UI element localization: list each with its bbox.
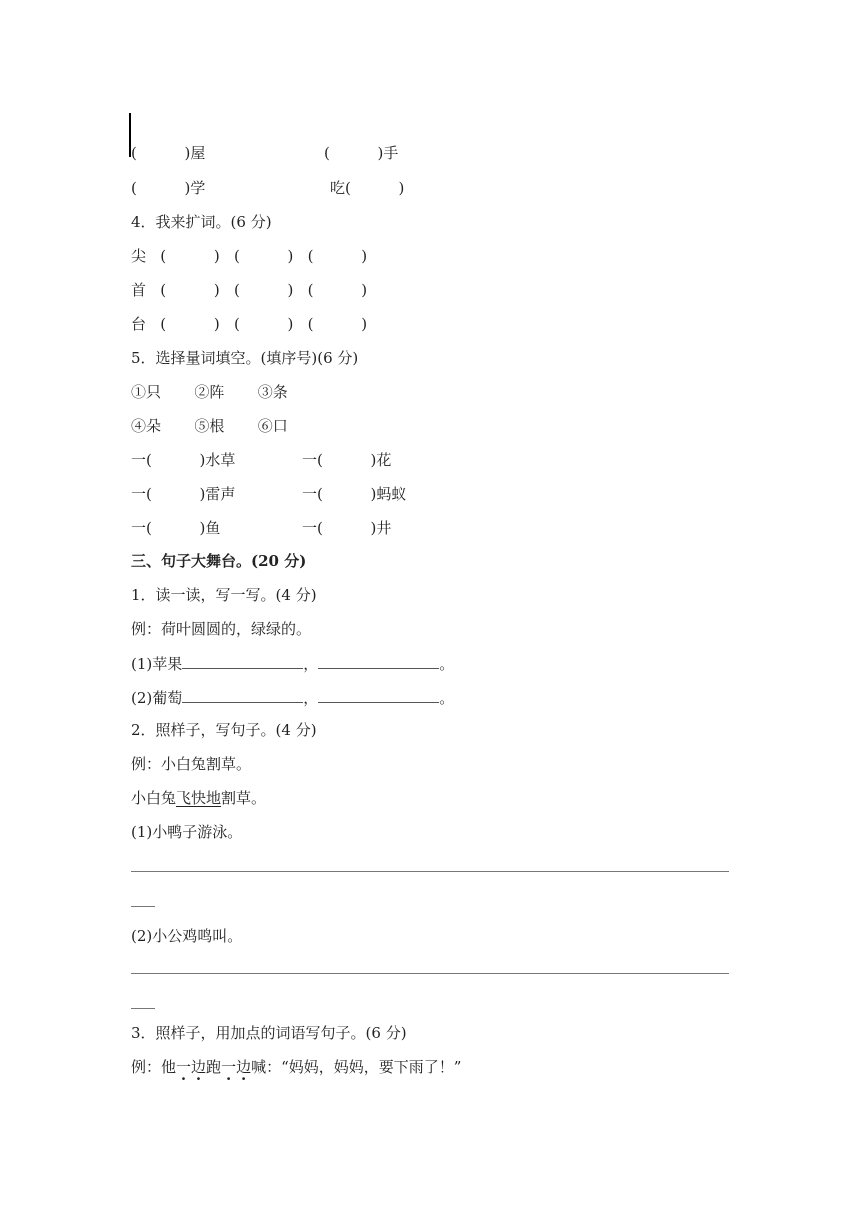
q5-row-2-left: 一( )雷声 xyxy=(131,485,236,503)
q5-options-2: ④朵 ⑤根 ⑥口 xyxy=(131,417,288,435)
example-text: 例：他 xyxy=(131,1058,177,1076)
dotted-char: 边 xyxy=(236,1058,252,1076)
example-text: 跑 xyxy=(206,1058,222,1076)
dotted-char: 边 xyxy=(191,1058,207,1076)
period: 。 xyxy=(439,655,455,673)
q4-row-shou: 首 ( ) ( ) ( ) xyxy=(131,281,368,299)
fill-line-chi: 吃( ) xyxy=(330,179,405,197)
example-text: 割草。 xyxy=(221,789,267,807)
q5-row-1-right: 一( )花 xyxy=(302,451,392,469)
q5-row-3-right: 一( )井 xyxy=(302,519,392,537)
answer-line[interactable] xyxy=(131,871,729,872)
q5-title: 5．选择量词填空。(填序号)(6 分) xyxy=(131,349,359,367)
q4-row-jian: 尖 ( ) ( ) ( ) xyxy=(131,247,368,265)
q4-title: 4．我来扩词。(6 分) xyxy=(131,213,272,231)
s3-q1-item-2 xyxy=(131,688,454,708)
item-label: (1)苹果 xyxy=(131,655,183,673)
answer-blank[interactable] xyxy=(318,688,439,703)
s3-q2-example-2 xyxy=(131,788,266,808)
answer-line-tail xyxy=(131,906,155,907)
answer-line-tail xyxy=(131,1008,155,1009)
example-text: 小白兔 xyxy=(131,789,177,807)
section-3-title: 三、句子大舞台。(20 分) xyxy=(131,552,307,570)
underlined-word: 飞快地 xyxy=(176,789,222,807)
comma: ， xyxy=(303,655,319,673)
s3-q1-example: 例：荷叶圆圆的，绿绿的。 xyxy=(131,620,312,638)
comma: ， xyxy=(303,689,319,707)
s3-q2-example-1: 例：小白兔割草。 xyxy=(131,755,252,773)
s3-q3-example xyxy=(131,1057,461,1077)
s3-q2-item-2: (2)小公鸡鸣叫。 xyxy=(131,927,243,945)
answer-blank[interactable] xyxy=(182,654,303,669)
s3-q1-title: 1．读一读，写一写。(4 分) xyxy=(131,586,317,604)
q5-options-1: ①只 ②阵 ③条 xyxy=(131,383,288,401)
dotted-char: 一 xyxy=(221,1058,237,1076)
example-text: 喊：“妈妈，妈妈，要下雨了！” xyxy=(251,1058,462,1076)
q5-row-1-left: 一( )水草 xyxy=(131,451,236,469)
fill-line-xue: ( )学 xyxy=(131,179,206,197)
s3-q2-title: 2．照样子，写句子。(4 分) xyxy=(131,721,317,739)
period: 。 xyxy=(439,689,455,707)
dotted-char: 一 xyxy=(176,1058,192,1076)
item-label: (2)葡萄 xyxy=(131,689,183,707)
s3-q2-item-1: (1)小鸭子游泳。 xyxy=(131,823,243,841)
answer-blank[interactable] xyxy=(182,688,303,703)
s3-q3-title: 3．照样子，用加点的词语写句子。(6 分) xyxy=(131,1024,407,1042)
answer-line[interactable] xyxy=(131,973,729,974)
q5-row-3-left: 一( )鱼 xyxy=(131,519,221,537)
answer-blank[interactable] xyxy=(318,654,439,669)
q4-row-tai: 台 ( ) ( ) ( ) xyxy=(131,315,368,333)
fill-line-shou: ( )手 xyxy=(324,144,399,162)
q5-row-2-right: 一( )蚂蚁 xyxy=(302,485,407,503)
s3-q1-item-1 xyxy=(131,654,454,674)
fill-line-wu: ( )屋 xyxy=(131,144,206,162)
